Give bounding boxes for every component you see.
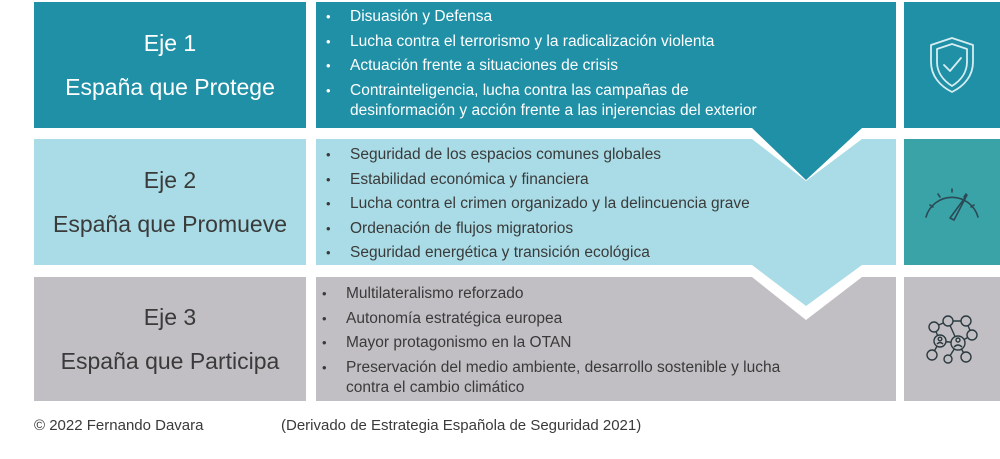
list-item: • Contrainteligencia, lucha contra las campañas de: [326, 81, 689, 99]
list-item: • Disuasión y Defensa: [326, 8, 493, 25]
eje2-label: Eje 2: [143, 167, 197, 193]
list-item: • Multilateralismo reforzado: [322, 285, 524, 302]
speedometer-icon: [920, 181, 984, 223]
eje2-content: [316, 143, 896, 263]
eje1-bullet-list: [316, 5, 757, 124]
eje1-icon-box: [904, 2, 1000, 128]
eje3-icon-box: [904, 277, 1000, 401]
list-item: • Lucha contra el crimen organizado y la delincuencia grave: [326, 195, 750, 212]
list-item: • Estabilidad económica y financiera: [326, 170, 589, 188]
eje3-label: Eje 3: [143, 304, 197, 330]
list-item-continuation: desinformación y acción frente a las injerencias del exterior: [350, 102, 757, 119]
source-note: (Derivado de Estrategia Española de Seguridad 2021): [281, 417, 642, 434]
list-item: • Seguridad energética y transición ecológica: [326, 244, 650, 261]
eje2-icon-box: [904, 139, 1000, 265]
eje3-name: España que Participa: [60, 348, 280, 374]
list-item: • Seguridad de los espacios comunes globales: [326, 146, 662, 163]
copyright-note: © 2022 Fernando Davara: [34, 417, 204, 434]
list-item: • Preservación del medio ambiente, desarrollo sostenible y lucha: [322, 358, 781, 376]
eje3-bullet-list: [312, 282, 780, 401]
list-item: • Lucha contra el terrorismo y la radicalización violenta: [326, 32, 715, 50]
eje1-content: [316, 5, 896, 125]
eje2-bullet-list: [316, 143, 750, 266]
list-item: • Autonomía estratégica europea: [322, 309, 563, 327]
eje3-title-box: [34, 277, 306, 401]
eje1-title-box: [34, 2, 306, 128]
eje2-title-box: [34, 139, 306, 265]
eje2-name: España que Promueve: [53, 211, 287, 237]
list-item: • Mayor protagonismo en la OTAN: [322, 334, 572, 351]
list-item-continuation: contra el cambio climático: [346, 379, 525, 396]
eje1-name: España que Protege: [65, 74, 275, 100]
list-item: • Ordenación de flujos migratorios: [326, 219, 574, 237]
shield-check-icon: [927, 36, 977, 94]
list-item: • Actuación frente a situaciones de crisis: [326, 57, 618, 74]
network-people-icon: [922, 313, 982, 365]
eje1-label: Eje 1: [143, 30, 197, 56]
eje3-content: [316, 282, 896, 400]
